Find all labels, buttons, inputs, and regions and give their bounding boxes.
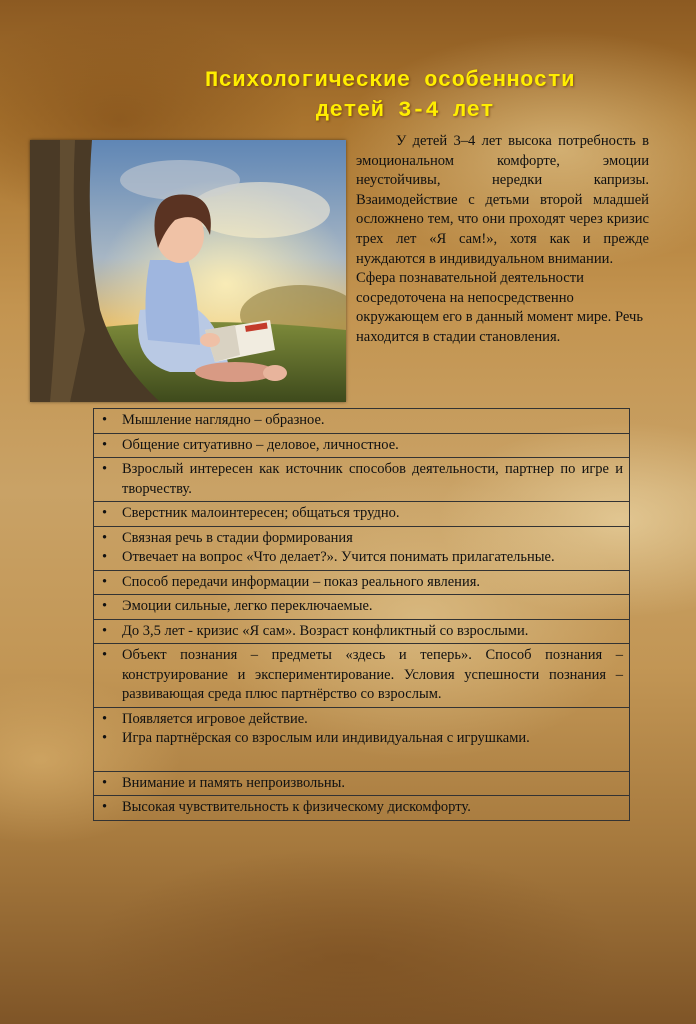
intro-paragraph-1: У детей 3–4 лет высока потребность в эмоциональном комфорте, эмоции неустойчивы, нередки капризы. Взаимодействие с детьми второй младшей осложнено тем, что они проходят через кризис трех лет «Я сам!», хотя как и прежде нуждаются в индивидуальном внимании. [356, 133, 649, 267]
table-row [94, 644, 629, 708]
list-item: • Внимание и память непроизвольны. [122, 774, 623, 794]
list-item: • До 3,5 лет - кризис «Я сам». Возраст конфликтный со взрослыми. [122, 622, 623, 642]
table-row [94, 708, 629, 772]
table-row [94, 620, 629, 645]
table-row [94, 434, 629, 459]
title-line-2: детей 3-4 лет [315, 98, 495, 123]
table-row [94, 458, 629, 502]
intro-paragraph-2: Сфера познавательной деятельности сосредоточена на непосредственно окружающем его в данный момент мире. Речь находится в стадии становления. [356, 270, 643, 345]
table-row [94, 571, 629, 596]
list-item: • Эмоции сильные, легко переключаемые. [122, 597, 623, 617]
list-item: • Мышление наглядно – образное. [122, 411, 623, 431]
girl-reading-picture [30, 140, 346, 402]
list-item: • Появляется игровое действие. [122, 710, 623, 730]
list-item: • Связная речь в стадии формирования [122, 529, 623, 549]
table-row [94, 796, 629, 821]
table-row [94, 527, 629, 571]
list-item: • Игра партнёрская со взрослым или индивидуальная с игрушками. [122, 729, 623, 749]
list-item: • Высокая чувствительность к физическому дискомфорту. [122, 798, 623, 818]
list-item: • Отвечает на вопрос «Что делает?». Учится понимать прилагательные. [122, 548, 623, 568]
title-line-1: Психологические особенности [205, 68, 575, 93]
girl-reading-under-tree-icon [30, 140, 346, 402]
table-row [94, 502, 629, 527]
table-row [94, 595, 629, 620]
list-item: • Объект познания – предметы «здесь и теперь». Способ познания – конструирование и экспериментирование. Условия успешности познания – развивающая среда плюс партнёрство со взрослым. [122, 646, 623, 705]
list-item: • Сверстник малоинтересен; общаться трудно. [122, 504, 623, 524]
list-item: • Взрослый интересен как источник способов деятельности, партнер по игре и творчеству. [122, 460, 623, 499]
intro-text [356, 132, 649, 348]
list-item: • Общение ситуативно – деловое, личностное. [122, 436, 623, 456]
list-item: • Способ передачи информации – показ реального явления. [122, 573, 623, 593]
table-row [94, 772, 629, 797]
page-title [150, 66, 630, 126]
table-row [94, 409, 629, 434]
characteristics-table [93, 408, 630, 821]
